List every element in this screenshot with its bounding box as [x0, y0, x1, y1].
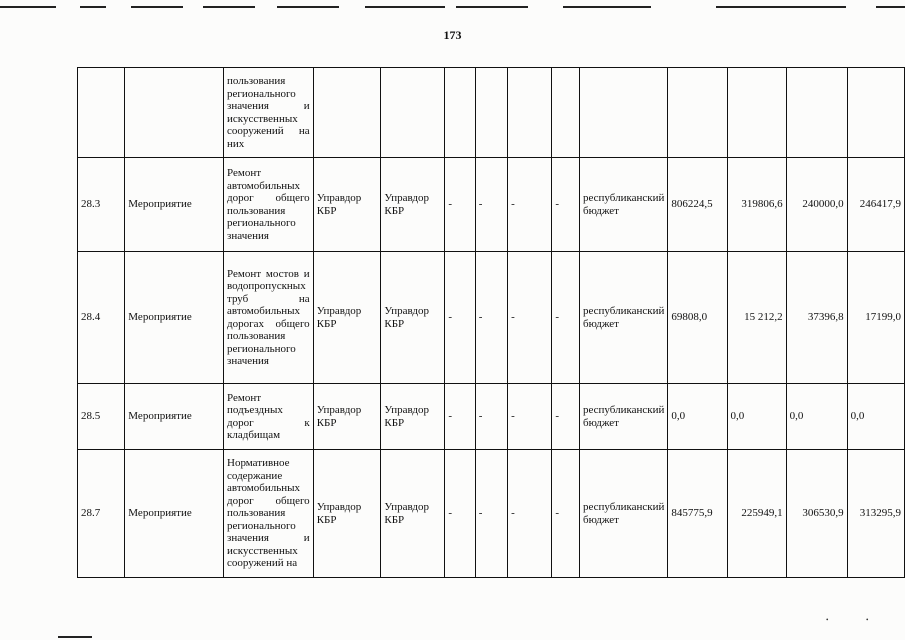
- row-year2: 0,0: [786, 384, 847, 450]
- row-cell: -: [552, 252, 580, 384]
- row-description: Ремонт мостов и водопропускных труб на автомобильных дорогах общего пользования регионального значения: [224, 252, 314, 384]
- row-participant: Управдор КБР: [381, 252, 445, 384]
- row-year1: 319806,6: [727, 158, 786, 252]
- row-cell: -: [508, 450, 552, 578]
- program-table: [77, 67, 905, 578]
- table-row: [78, 252, 905, 384]
- row-total: 69808,0: [668, 252, 727, 384]
- row-cell: [552, 68, 580, 158]
- top-rule: [365, 6, 445, 8]
- top-rule: [277, 6, 339, 8]
- row-number: 28.7: [78, 450, 125, 578]
- row-participant: Управдор КБР: [381, 158, 445, 252]
- row-year1: 225949,1: [727, 450, 786, 578]
- row-type: [125, 68, 224, 158]
- row-year3: [847, 68, 904, 158]
- row-cell: -: [475, 158, 507, 252]
- scan-artifact: •: [826, 616, 829, 624]
- row-source: республиканский бюджет: [579, 384, 667, 450]
- row-year2: [786, 68, 847, 158]
- row-participant: Управдор КБР: [381, 384, 445, 450]
- table-row: [78, 68, 905, 158]
- row-description: пользования регионального значения и искусственных сооружений на них: [224, 68, 314, 158]
- row-executor: Управдор КБР: [313, 450, 381, 578]
- row-total: [668, 68, 727, 158]
- row-cell: -: [552, 384, 580, 450]
- row-number: 28.3: [78, 158, 125, 252]
- row-cell: -: [552, 450, 580, 578]
- top-rule: [563, 6, 651, 8]
- row-number: 28.4: [78, 252, 125, 384]
- top-rule: [456, 6, 528, 8]
- row-total: 0,0: [668, 384, 727, 450]
- row-description: Нормативное содержание автомобильных дорог общего пользования регионального значения и искусственных сооружений на: [224, 450, 314, 578]
- top-rule: [203, 6, 255, 8]
- row-executor: Управдор КБР: [313, 158, 381, 252]
- row-source: республиканский бюджет: [579, 252, 667, 384]
- row-total: 845775,9: [668, 450, 727, 578]
- row-executor: Управдор КБР: [313, 252, 381, 384]
- row-number: 28.5: [78, 384, 125, 450]
- row-cell: -: [475, 252, 507, 384]
- row-cell: -: [552, 158, 580, 252]
- row-total: 806224,5: [668, 158, 727, 252]
- row-executor: [313, 68, 381, 158]
- top-rule: [80, 6, 106, 8]
- page-number: 173: [443, 28, 462, 42]
- row-year2: 306530,9: [786, 450, 847, 578]
- row-cell: [508, 68, 552, 158]
- row-type: Мероприятие: [125, 158, 224, 252]
- table-row: [78, 450, 905, 578]
- row-year1: 0,0: [727, 384, 786, 450]
- top-rule: [876, 6, 905, 8]
- row-cell: [445, 68, 475, 158]
- scan-artifact: •: [866, 616, 869, 624]
- row-description: Ремонт подъездных дорог к кладбищам: [224, 384, 314, 450]
- row-cell: -: [445, 384, 475, 450]
- row-year3: 313295,9: [847, 450, 904, 578]
- row-year3: 0,0: [847, 384, 904, 450]
- row-cell: -: [508, 384, 552, 450]
- row-cell: -: [508, 252, 552, 384]
- row-description: Ремонт автомобильных дорог общего пользования регионального значения: [224, 158, 314, 252]
- row-cell: [475, 68, 507, 158]
- table-row: [78, 384, 905, 450]
- row-source: республиканский бюджет: [579, 450, 667, 578]
- row-cell: -: [445, 450, 475, 578]
- row-source: [579, 68, 667, 158]
- row-year2: 240000,0: [786, 158, 847, 252]
- top-rule: [131, 6, 183, 8]
- row-year3: 17199,0: [847, 252, 904, 384]
- row-participant: Управдор КБР: [381, 450, 445, 578]
- top-rule: [0, 6, 56, 8]
- row-type: Мероприятие: [125, 450, 224, 578]
- table-row: [78, 158, 905, 252]
- row-year2: 37396,8: [786, 252, 847, 384]
- row-year1: [727, 68, 786, 158]
- row-cell: -: [445, 252, 475, 384]
- footer-rule: [58, 636, 92, 638]
- row-source: республиканский бюджет: [579, 158, 667, 252]
- row-executor: Управдор КБР: [313, 384, 381, 450]
- row-cell: -: [445, 158, 475, 252]
- row-number: [78, 68, 125, 158]
- row-cell: -: [475, 384, 507, 450]
- row-cell: -: [508, 158, 552, 252]
- row-year1: 15 212,2: [727, 252, 786, 384]
- row-type: Мероприятие: [125, 252, 224, 384]
- row-cell: -: [475, 450, 507, 578]
- row-type: Мероприятие: [125, 384, 224, 450]
- row-participant: [381, 68, 445, 158]
- row-year3: 246417,9: [847, 158, 904, 252]
- top-rule: [716, 6, 846, 8]
